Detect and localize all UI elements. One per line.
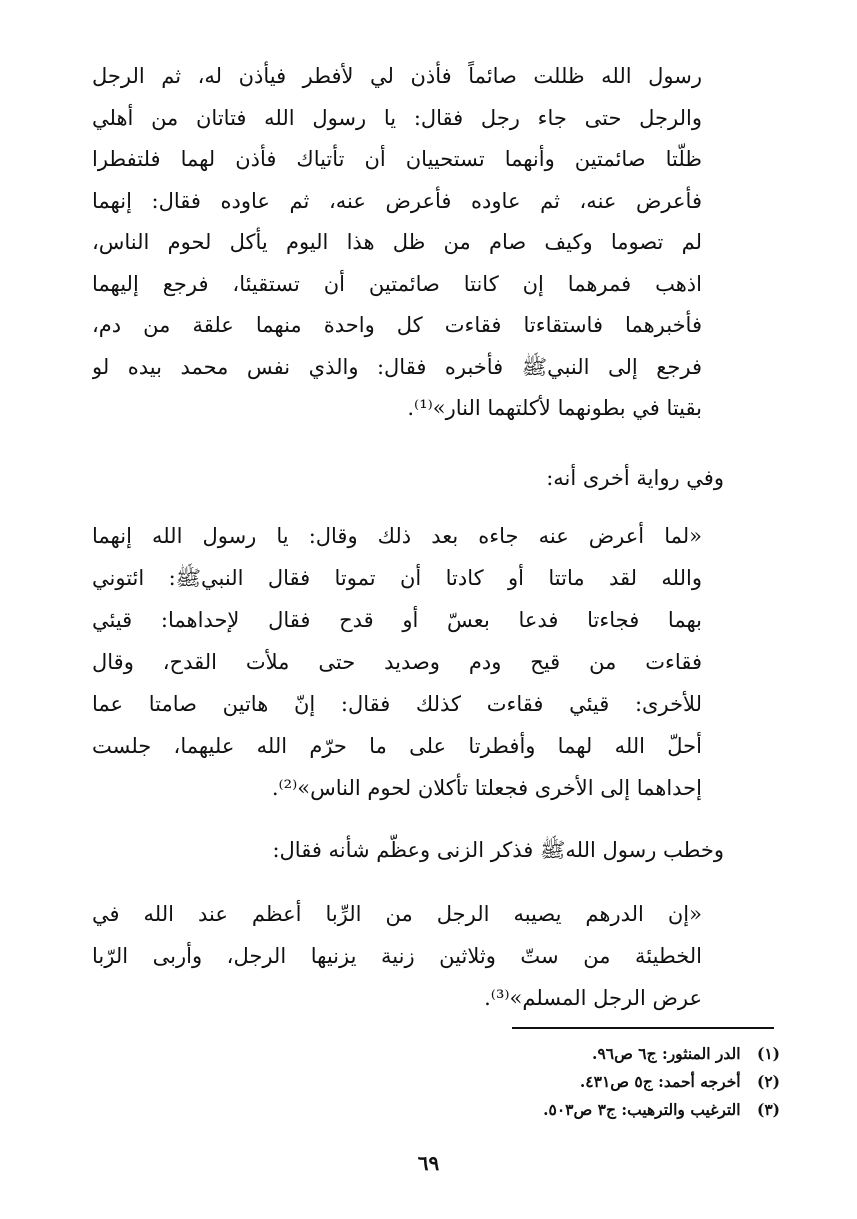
footnotes xyxy=(400,1040,780,1124)
text-line: فرجع إلى النبيﷺ فأخبره فقال: والذي نفس محمد بيده لو xyxy=(92,354,702,379)
text-line: وفي رواية أخرى أنه: xyxy=(546,466,724,490)
text-line: إحداهما إلى الأخرى فجعلتا تأكلان لحوم الناس»⁽²⁾. xyxy=(271,776,702,800)
text-line: وخطب رسول اللهﷺ فذكر الزنى وعظّم شأنه فقال: xyxy=(272,838,724,862)
footnote-number: (١) xyxy=(756,1044,780,1063)
footnote-text: الدر المنثور: ج٦ ص٩٦. xyxy=(592,1044,741,1063)
paragraph-sermon-intro xyxy=(92,830,724,870)
text-line: الخطيئة من ستّ وثلاثين زنية يزنيها الرجل، وأربى الرّبا xyxy=(92,944,702,968)
footnote-text: أخرجه أحمد: ج٥ ص٤٣١. xyxy=(579,1072,741,1091)
text-line: أحلّ الله لهما وأفطرتا على ما حرّم الله عليهما، جلست xyxy=(92,734,702,758)
text-line: فأخبرهما فاستقاءتا فقاءت كل واحدة منهما علقة من دم، xyxy=(92,313,702,337)
text-line: «إن الدرهم يصيبه الرجل من الرِّبا أعظم عند الله في xyxy=(92,902,702,926)
text-line: لم تصوما وكيف صام من ظل هذا اليوم يأكل لحوم الناس، xyxy=(92,230,702,254)
text-line: بهما فجاءتا فدعا بعسّ أو قدح فقال لإحداهما: قيئي xyxy=(92,608,702,632)
paragraph-other-narration xyxy=(92,515,702,809)
footnote-text: الترغيب والترهيب: ج٣ ص٥٠٣. xyxy=(543,1100,741,1119)
footnote-number: (٣) xyxy=(756,1100,780,1119)
text-line: بقيتا في بطونهما لأكلتهما النار»⁽¹⁾. xyxy=(407,396,702,420)
text-line: والله لقد ماتتا أو كادتا أن تموتا فقال النبيﷺ: ائتوني xyxy=(92,566,702,590)
footnote-separator xyxy=(512,1027,774,1029)
text-line: للأخرى: قيئي فقاءت كذلك فقال: إنّ هاتين صامتا عما xyxy=(92,692,702,716)
text-line: رسول الله ظللت صائماً فأذن لي لأفطر فيأذن له، ثم الرجل xyxy=(92,64,702,88)
page-number: ٦٩ xyxy=(417,1151,440,1175)
text-line: ظلّتا صائمتين وأنهما تستحييان أن تأتياك فأذن لهما فلتفطرا xyxy=(92,147,702,171)
text-line: فأعرض عنه، ثم عاوده فأعرض عنه، ثم عاوده فقال: إنهما xyxy=(92,188,702,213)
footnote-item xyxy=(400,1068,780,1096)
footnote-item xyxy=(400,1040,780,1068)
text-line: فقاءت من قيح ودم وصديد حتى ملأت القدح، وقال xyxy=(92,650,702,674)
text-line: والرجل حتى جاء رجل فقال: يا رسول الله فتاتان من أهلي xyxy=(92,105,702,130)
text-line: عرض الرجل المسلم»⁽³⁾. xyxy=(484,986,702,1010)
paragraph-sermon xyxy=(92,893,702,1019)
text-line: «لما أعرض عنه جاءه بعد ذلك وقال: يا رسول الله إنهما xyxy=(92,524,702,548)
paragraph-other-narration-intro xyxy=(92,458,724,498)
text-line: اذهب فمرهما إن كانتا صائمتين أن تستقيئا، فرجع إليهما xyxy=(92,271,702,296)
footnote-item xyxy=(400,1096,780,1124)
footnote-number: (٢) xyxy=(756,1072,780,1091)
paragraph-hadith-continuation xyxy=(92,56,702,430)
